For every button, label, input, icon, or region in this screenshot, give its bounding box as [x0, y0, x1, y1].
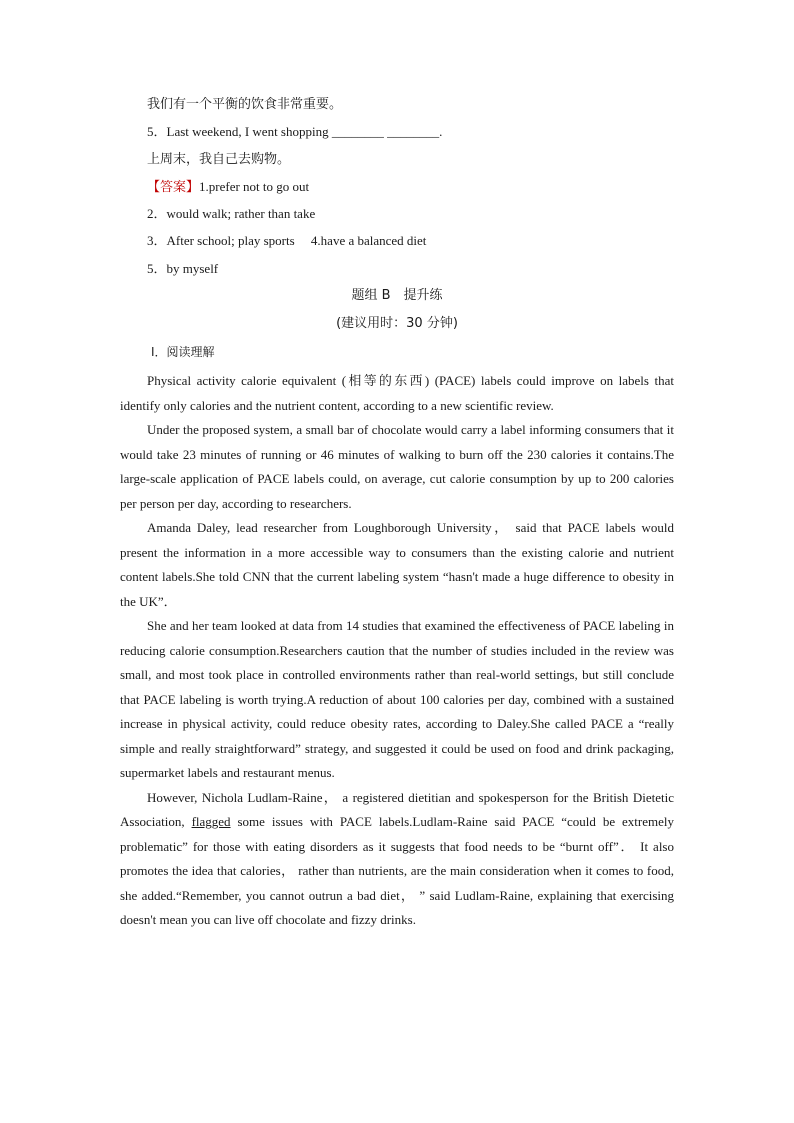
part-heading: Ⅰ．阅读理解 [151, 345, 215, 359]
answer-2: 2．would walk; rather than take [147, 206, 316, 221]
paragraph-5-end: some issues with PACE labels.Ludlam-Raine said PACE “could be extremely problematic” for those with eating disorders as it suggests that food needs to be “burnt off”． It also promotes the idea that calories， rather than nutrients, are the main consideration when it comes to food, she added.“Remember, you cannot outrun a bad diet， ” said Ludlam-Raine, explaining that exercising doesn't mean you can live off chocolate and fizzy drinks. [120, 814, 674, 927]
answer-3-4: 3．After school; play sports 4.have a balanced diet [147, 233, 427, 248]
answer-5: 5．by myself [147, 261, 219, 276]
underlined-word-flagged: flagged [191, 814, 231, 829]
paragraph-2: Under the proposed system, a small bar of chocolate would carry a label informing consumers that it would take 23 minutes of running or 46 minutes of walking to burn off the 230 calories it contains.The large-scale application of PACE labels could, on average, cut calorie consumption by up to 200 calories per person per day, according to researchers. [120, 422, 674, 511]
answer-1 [147, 178, 309, 197]
reading-passage [120, 369, 674, 933]
section-title: 题组 B 提升练 [351, 288, 443, 303]
paragraph-3: Amanda Daley, lead researcher from Loughborough University， said that PACE labels would present the information in a more accessible way to consumers than the existing calorie and nutrient content labels.She told CNN that the current labeling system “hasn't made a huge difference to obesity in the UK”． [120, 520, 674, 609]
paragraph-5-start: However, Nichola Ludlam-Raine， a registered dietitian and spokesperson for the British Dietetic Association, [120, 789, 674, 829]
answer-1-text: 1.prefer not to go out [199, 179, 310, 194]
question-5-translation: 上周末，我自己去购物。 [147, 152, 291, 167]
question-5: 5．Last weekend, I went shopping ________ ________. [147, 124, 443, 139]
answer-tag: 【答案】 [147, 180, 200, 195]
suggested-time: (建议用时：30 分钟) [336, 316, 458, 331]
paragraph-1: Physical activity calorie equivalent (相等的东西) (PACE) labels could improve on labels that identify only calories and the nutrient content, according to a new scientific review. [120, 373, 674, 413]
question-4-translation: 我们有一个平衡的饮食非常重要。 [147, 97, 343, 112]
paragraph-4: She and her team looked at data from 14 studies that examined the effectiveness of PACE labeling in reducing calorie consumption.Researchers caution that the number of studies included in the review was small, and most took place in controlled environments rather than real-world settings, but still conclude that PACE labeling is worth trying.A reduction of about 100 calories per day, combined with a sustained increase in physical activity, could reduce obesity rates, according to Daley.She called PACE a “really simple and really straightforward” strategy, and suggested it could be used on food and drink packaging, supermarket labels and restaurant menus. [120, 618, 674, 780]
paragraph-5 [120, 786, 674, 933]
